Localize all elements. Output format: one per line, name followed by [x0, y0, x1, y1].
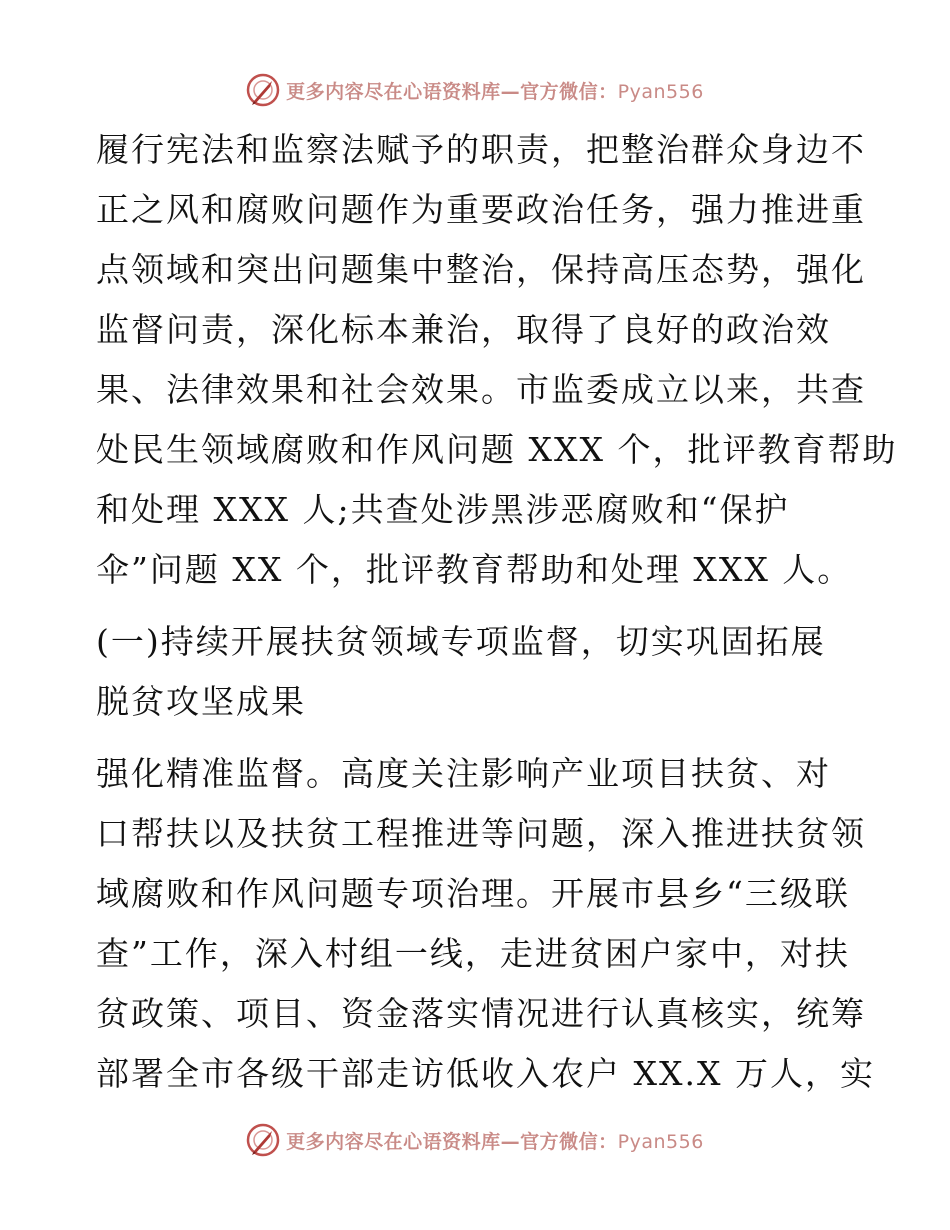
text-line: 伞”问题 XX 个，批评教育帮助和处理 XXX 人。 — [96, 550, 853, 589]
text-line: 贫政策、项目、资金落实情况进行认真核实，统筹 — [96, 994, 866, 1033]
text-line: 履行宪法和监察法赋予的职责，把整治群众身边不 — [96, 130, 866, 169]
text-line: 点领域和突出问题集中整治，保持高压态势，强化 — [96, 250, 866, 289]
header-watermark — [0, 70, 950, 110]
text-line: 监督问责，深化标本兼治，取得了良好的政治效 — [96, 310, 831, 349]
document-body — [96, 120, 898, 1104]
paragraph-supervision — [96, 744, 875, 1104]
section-heading — [96, 612, 856, 732]
watermark-label: 更多内容尽在心语资料库—官方微信： — [286, 80, 618, 103]
text-line: 和处理 XXX 人;共查处涉黑涉恶腐败和“保护 — [96, 490, 790, 529]
text-line: 域腐败和作风问题专项治理。开展市县乡“三级联 — [96, 874, 850, 913]
text-line: 处民生领域腐败和作风问题 XXX 个，批评教育帮助 — [96, 430, 898, 469]
wechat-id: Pyan556 — [617, 80, 704, 103]
watermark-text — [286, 77, 704, 104]
text-line: 正之风和腐败问题作为重要政治任务，强力推进重 — [96, 190, 866, 229]
heading-line: (一)持续开展扶贫领域专项监督，切实巩固拓展 — [96, 622, 826, 661]
heading-line: 脱贫攻坚成果 — [96, 682, 306, 721]
footer-watermark — [0, 1120, 950, 1160]
pen-logo-icon — [246, 1123, 280, 1157]
paragraph-intro — [96, 120, 898, 600]
text-line: 查”工作，深入村组一线，走进贫困户家中，对扶 — [96, 934, 850, 973]
watermark-label: 更多内容尽在心语资料库—官方微信： — [286, 1130, 618, 1153]
text-line: 果、法律效果和社会效果。市监委成立以来，共查 — [96, 370, 866, 409]
text-line: 部署全市各级干部走访低收入农户 XX.X 万人，实 — [96, 1054, 875, 1093]
wechat-id: Pyan556 — [617, 1130, 704, 1153]
watermark-text — [286, 1127, 704, 1154]
pen-logo-icon — [246, 73, 280, 107]
text-line: 口帮扶以及扶贫工程推进等问题，深入推进扶贫领 — [96, 814, 866, 853]
text-line: 强化精准监督。高度关注影响产业项目扶贫、对 — [96, 754, 831, 793]
